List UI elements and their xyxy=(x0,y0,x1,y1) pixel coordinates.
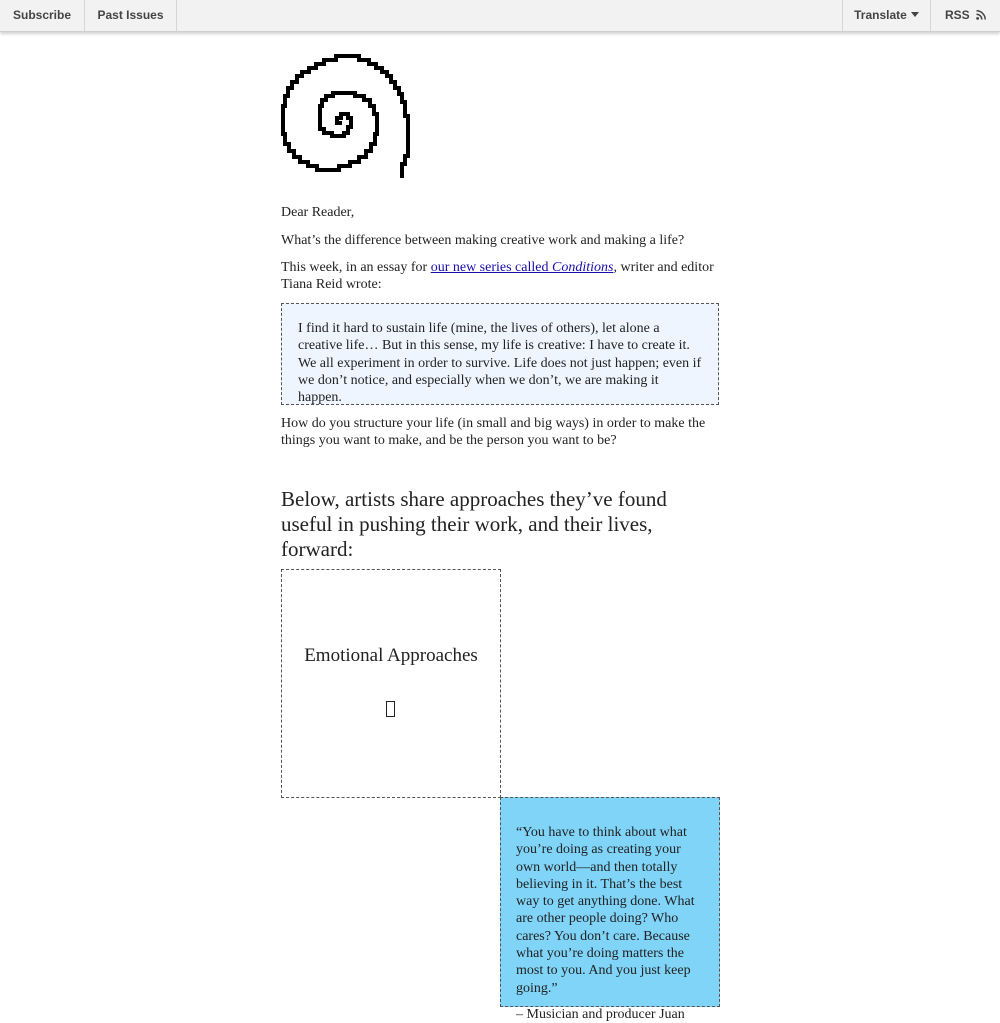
emotional-approaches-card[interactable] xyxy=(281,569,501,798)
rss-link[interactable] xyxy=(930,0,1000,31)
translate-label: Translate xyxy=(854,8,907,22)
conditions-series-link[interactable] xyxy=(431,260,614,275)
quote-attribution: – Musician and producer Juan xyxy=(516,1006,685,1022)
structure-question-text: How do you structure your life (in small and big ways) in order to make the things you want to make, and be the person you want to be? xyxy=(281,416,706,448)
section-heading: Below, artists share approaches they’ve found useful in pushing their work, and their lives, forward: xyxy=(281,487,667,561)
card-title: Emotional Approaches xyxy=(304,645,478,666)
subscribe-link[interactable]: Subscribe xyxy=(0,0,85,31)
essay-suffix-text: , writer and editor Tiana Reid wrote: xyxy=(281,260,714,292)
blockquote-text: I find it hard to sustain life (mine, the lives of others), let alone a creative life… But in this sense, my life is creative: I have to create it. We all experiment in order to survive. Life does not just happen; even if we don’t notice, and especially when we don’t, we are making it happen. xyxy=(298,321,702,406)
missing-glyph-icon xyxy=(386,701,395,717)
conditions-link-italic: Conditions xyxy=(551,260,614,275)
intro-question-text: What’s the difference between making creative work and making a life? xyxy=(281,233,685,248)
spiral-logo-icon xyxy=(281,54,418,179)
artist-quote-card xyxy=(500,797,720,1022)
past-issues-link[interactable]: Past Issues xyxy=(85,0,177,31)
translate-dropdown[interactable] xyxy=(842,0,930,31)
caret-down-icon xyxy=(911,12,919,17)
artist-quote-text: “You have to think about what you’re doing as creating your own world—and then totally believing in it. That’s the best way to get anything done. What are other people doing? Who cares? You don’t care. Because what you’re doing matters the most to you. And you just keep going.” xyxy=(516,825,695,996)
rss-icon xyxy=(976,10,986,20)
blockquote-box xyxy=(281,303,719,405)
conditions-link-text: our new series called xyxy=(430,260,552,275)
top-nav-bar xyxy=(0,0,1000,32)
greeting-text: Dear Reader, xyxy=(281,205,355,220)
essay-prefix-text: This week, in an essay for xyxy=(281,260,431,275)
rss-label: RSS xyxy=(944,8,970,22)
essay-intro-paragraph xyxy=(281,259,719,293)
